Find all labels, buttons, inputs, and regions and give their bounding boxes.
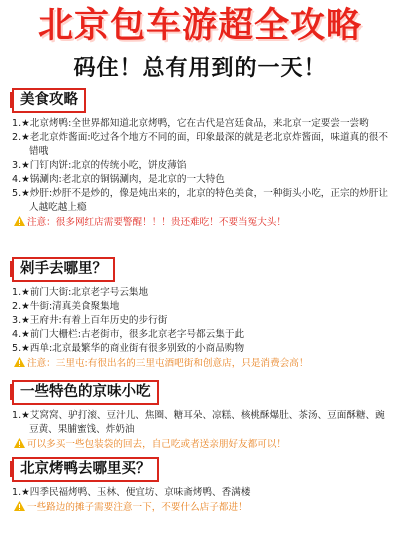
warning-icon	[14, 438, 25, 448]
section-heading: 北京烤鸭去哪里买？	[12, 457, 159, 482]
note-text: 一些路边的摊子需要注意一下，不要什么店子都进！	[27, 502, 248, 513]
list-item: 2.★老北京炸酱面:吃过各个地方不同的面，印象最深的就是老北京炸酱面，味道真的很不错哦	[12, 132, 388, 157]
section-heading: 一些特色的京味小吃	[12, 380, 159, 405]
section-note	[12, 437, 392, 452]
list-item: 3.★门钉肉饼:北京的传统小吃，饼皮薄馅	[12, 160, 187, 171]
list-item: 1.★艾窝窝、驴打滚、豆汁儿、焦圈、糖耳朵、凉糕、核桃酥爆肚、茶汤、豆面酥糖、豌豆黄、果脯蜜饯、炸奶油	[12, 410, 385, 435]
list-item: 2.★牛街:清真美食聚集地	[12, 301, 120, 312]
section-shopping	[12, 257, 392, 371]
warning-icon	[14, 216, 25, 226]
page-title: 北京包车游超全攻略	[37, 6, 362, 46]
section-note	[12, 215, 392, 230]
list-item: 3.★王府井:有着上百年历史的步行街	[12, 315, 168, 326]
page-subtitle: 码住！总有用到的一天！	[73, 56, 327, 81]
section-heading: 剁手去哪里？	[12, 257, 115, 282]
list-item: 1.★前门大街:北京老字号云集地	[12, 287, 149, 298]
section-note	[12, 356, 392, 371]
note-text: 注意：很多网红店需要警醒！！！贵还难吃！不要当冤大头！	[27, 217, 287, 228]
list-item: 5.★西单:北京最繁华的商业街有很多别致的小商品购物	[12, 343, 245, 354]
section-note	[12, 500, 392, 515]
warning-icon	[14, 357, 25, 367]
section-food	[12, 88, 392, 230]
list-item: 5.★炒肝:炒肝不是炒的，像是炖出来的，北京的特色美食，一种街头小吃，正宗的炒肝让人越吃越上瘾	[12, 188, 388, 213]
list-item: 1.★四季民福烤鸭、玉林、便宜坊、京味斋烤鸭、香满楼	[12, 487, 251, 498]
section-roast-duck	[12, 457, 392, 515]
section-heading: 美食攻略	[12, 88, 86, 113]
note-text: 可以多买一些包装袋的回去，自己吃或者送亲朋好友都可以！	[27, 439, 287, 450]
list-item: 4.★锅涮肉:老北京的铜锅涮肉，是北京的一大特色	[12, 174, 225, 185]
warning-icon	[14, 501, 25, 511]
list-item: 1.★北京烤鸭:全世界都知道北京烤鸭，它在古代是宫廷食品，来北京一定要尝一尝哟	[12, 118, 369, 129]
section-snacks	[12, 380, 392, 452]
list-item: 4.★前门大栅栏:古老街市，很多北京老字号都云集于此	[12, 329, 245, 340]
note-text: 注意：三里屯:有很出名的三里屯酒吧街和创意店，只是消费会高！	[27, 358, 309, 369]
